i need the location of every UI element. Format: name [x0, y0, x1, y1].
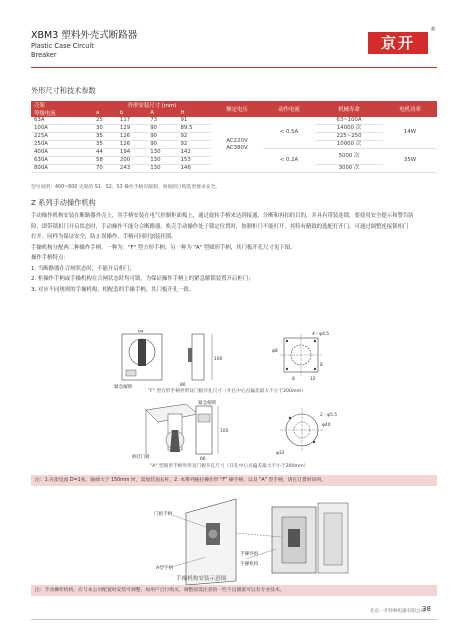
f-label-lock: 紧急解锁 — [114, 385, 133, 390]
mechanism-note-bar: 注：手动操作机构，应与本公司配置时安装可调整，如用户自行购买，调整前需注意的一些不良图案可以有专业技术。 — [31, 585, 437, 596]
f-handle-caption: "F" 型方形手柄外形及门板开孔尺寸（开孔中心点偏差最大不小于200mm） — [148, 389, 306, 394]
feature-item: 1. 当断路器在合闸状态时，不能开启柜门； — [31, 265, 135, 272]
cell: 90 — [147, 125, 177, 133]
table-header-row — [31, 101, 437, 109]
f-door-cutout-view — [280, 334, 322, 376]
cell: 35 — [93, 133, 117, 141]
cell-power-b: 35W — [383, 149, 437, 173]
installation-caption: 手操机构安装示意图 — [176, 576, 227, 582]
cell: 243 — [117, 165, 147, 173]
th-life: 机械寿命 — [315, 101, 383, 117]
a-dim-holes: 2 - φ5.5 — [320, 413, 338, 418]
cell-life: 3000 次 — [315, 165, 383, 173]
cell-power-a: 14W — [383, 117, 437, 149]
cell: 400A — [31, 149, 93, 157]
cell: 73 — [147, 117, 177, 125]
cell-current-b: < 0.2A — [263, 149, 315, 173]
footer-company: 北京一开特种电器有限公司 — [370, 609, 426, 614]
cell: 630A — [31, 157, 93, 165]
f-dim-s: 8 — [292, 377, 295, 382]
brand-logo: 京开 — [368, 32, 428, 54]
cell: 142 — [178, 149, 212, 157]
a-dim-d: φ40 — [322, 423, 331, 428]
cell: 126 — [117, 133, 147, 141]
th-dim-b: b — [117, 109, 147, 117]
installation-note-bar: 注：1.壳架电流 D=1张，轴端大于 150mm 时，需加装加长杆。2. 本系列拖拉操作形 "F" 操手柄、以及 "A" 型手柄，请在订货时说明。 — [31, 475, 437, 486]
paragraph-line: 手操机构分配两二种操作手柄，一种为："F" 型方形手柄；另一种为 "A" 型圆形手柄，其门板开孔尺寸见下图。 — [31, 244, 296, 251]
a-door-cutout-view — [280, 408, 324, 452]
f-dim-r: φ8 — [272, 349, 278, 354]
cell: 89.5 — [178, 125, 212, 133]
feature-item: 3. 对应不同规则的手操机构，相配套的手操手柄，其门板开孔一致。 — [31, 286, 195, 293]
cell: 225A — [31, 133, 93, 141]
cell: 100A — [31, 125, 93, 133]
label-a-handle: A型手柄 — [156, 566, 173, 571]
cell: 70 — [93, 165, 117, 173]
cell: 117 — [117, 117, 147, 125]
a-dim-r: φ32 — [276, 451, 285, 456]
cell: 126 — [117, 141, 147, 149]
f-handle-drawing — [76, 330, 394, 390]
cell: 44 — [93, 149, 117, 157]
f-dim-s2: 12 — [310, 377, 316, 382]
f-dim-depth: 80 — [180, 383, 186, 388]
paragraph-line: 操作手柄特点： — [31, 255, 69, 261]
cell: 90 — [147, 141, 177, 149]
a-dim-height: 100 — [220, 429, 229, 434]
cell: 30 — [93, 125, 117, 133]
a-handle-side-view — [196, 406, 218, 454]
th-dim-H: H — [178, 109, 212, 117]
section-title-manual-mechanism: Z 系列手动操作机构 — [31, 198, 96, 207]
voltage-220: AC220V — [226, 137, 248, 144]
f-dim-holes: 4 - φ4.5 — [312, 332, 330, 337]
header-divider — [31, 67, 437, 68]
cell: 129 — [117, 125, 147, 133]
product-title: XBM3 塑料外壳式断路器 — [31, 30, 138, 41]
table-note: 型号说明：400~800 壳架的 S1、S2、S3 操作手柄有限制，须按照订购选型要求安全。 — [31, 185, 221, 190]
f-handle-front-view — [122, 334, 162, 380]
feature-item: 2. 柜操作手柄或手操机构在合闸状态时均可锁，为保证操作手柄上的紧急解锁装置开启柜门； — [31, 276, 254, 282]
product-subtitle — [31, 42, 94, 59]
cell-voltage — [211, 117, 263, 173]
cell: 90 — [147, 133, 177, 141]
cell: 194 — [117, 149, 147, 157]
subtitle-line-1: Plastic Case Circuit — [31, 42, 94, 50]
cell: 146 — [178, 165, 212, 173]
intro-paragraph — [31, 211, 437, 295]
breaker-body — [272, 503, 348, 573]
th-shell: 壳架 — [31, 101, 93, 109]
f-handle-side-view — [188, 334, 212, 380]
a-label-handle: 柄挂门板 — [132, 455, 150, 460]
th-shell-current: 等级电流 — [31, 109, 93, 117]
door-panel — [186, 499, 236, 585]
cell-life: 5000 次 — [315, 149, 383, 165]
cell: 63A — [31, 117, 93, 125]
cell: 130 — [147, 149, 177, 157]
cell-life: 63~100A — [315, 117, 383, 125]
table-row — [31, 117, 437, 125]
paragraph-line: 险、即带锁扣门开启状态时，手动操作不能分合断路器，机壳手动操作处于锁定位置时，按制柜门不能打开，其特有精致的选配打开门，可通过调整连接锁柜门 — [31, 223, 409, 230]
cell: 92 — [178, 141, 212, 149]
cell: 130 — [147, 157, 177, 165]
th-dim-A: A — [147, 109, 177, 117]
cell-current-a: < 0.5A — [263, 117, 315, 149]
cell: 250A — [31, 141, 93, 149]
f-dim-width: 64 — [138, 330, 144, 335]
th-voltage: 额定电压 — [211, 101, 263, 117]
cell: 91 — [178, 117, 212, 125]
cell: 35 — [93, 141, 117, 149]
page-number: 38 — [422, 605, 431, 613]
cell: 130 — [147, 165, 177, 173]
cell: 200 — [117, 157, 147, 165]
a-dim-width: 66 — [200, 457, 206, 462]
cell: 800A — [31, 165, 93, 173]
spec-table — [31, 101, 437, 173]
cell-life: 10000 次 — [315, 141, 383, 149]
th-dim-a: a — [93, 109, 117, 117]
paragraph-line: 打开。同样为保证安全，防止误操作，手柄可同时加装挂锁。 — [31, 234, 177, 240]
cell: 58 — [93, 157, 117, 165]
label-extra: 手操件组 — [240, 552, 259, 557]
cell: 25 — [93, 117, 117, 125]
voltage-380: AC380V — [226, 144, 248, 151]
installation-diagram — [76, 493, 394, 587]
a-handle-3d-view — [146, 404, 198, 454]
f-dim-e: 8 — [320, 363, 323, 368]
cell-life: 225~250 — [315, 133, 383, 141]
f-dim-height: 100 — [214, 357, 223, 362]
registered-mark: ® — [430, 26, 436, 33]
cell: 153 — [178, 157, 212, 165]
subtitle-line-2: Breaker — [31, 50, 57, 59]
cell: 92 — [178, 133, 212, 141]
th-current: 动作电流 — [263, 101, 315, 117]
paragraph-line: 手动操作机构安装在断路器外壳上，其手柄安装在电气控制柜面板上，通过旋转手柄来达到接通、分断和再扣的目的，并具有带装连锁，要使用安全提示和警告防 — [31, 213, 414, 219]
section-title-dimensions: 外形尺寸和技术参数 — [31, 86, 96, 95]
cell-life: 14000 次 — [315, 125, 383, 133]
a-label-lock: 紧急解锁 — [198, 401, 217, 406]
th-dims: 外形安装尺寸 (mm) — [93, 101, 211, 109]
th-power: 电机功率 — [383, 101, 437, 117]
a-handle-caption: "A" 型圆形手柄外形及门板开孔尺寸（开孔中心点偏差最大不小于200mm） — [150, 464, 309, 469]
label-door-handle: 门板手柄 — [154, 512, 173, 517]
label-mechanism: 手操机构 — [240, 562, 259, 567]
a-handle-drawing — [76, 400, 394, 462]
footer-divider — [31, 619, 437, 620]
